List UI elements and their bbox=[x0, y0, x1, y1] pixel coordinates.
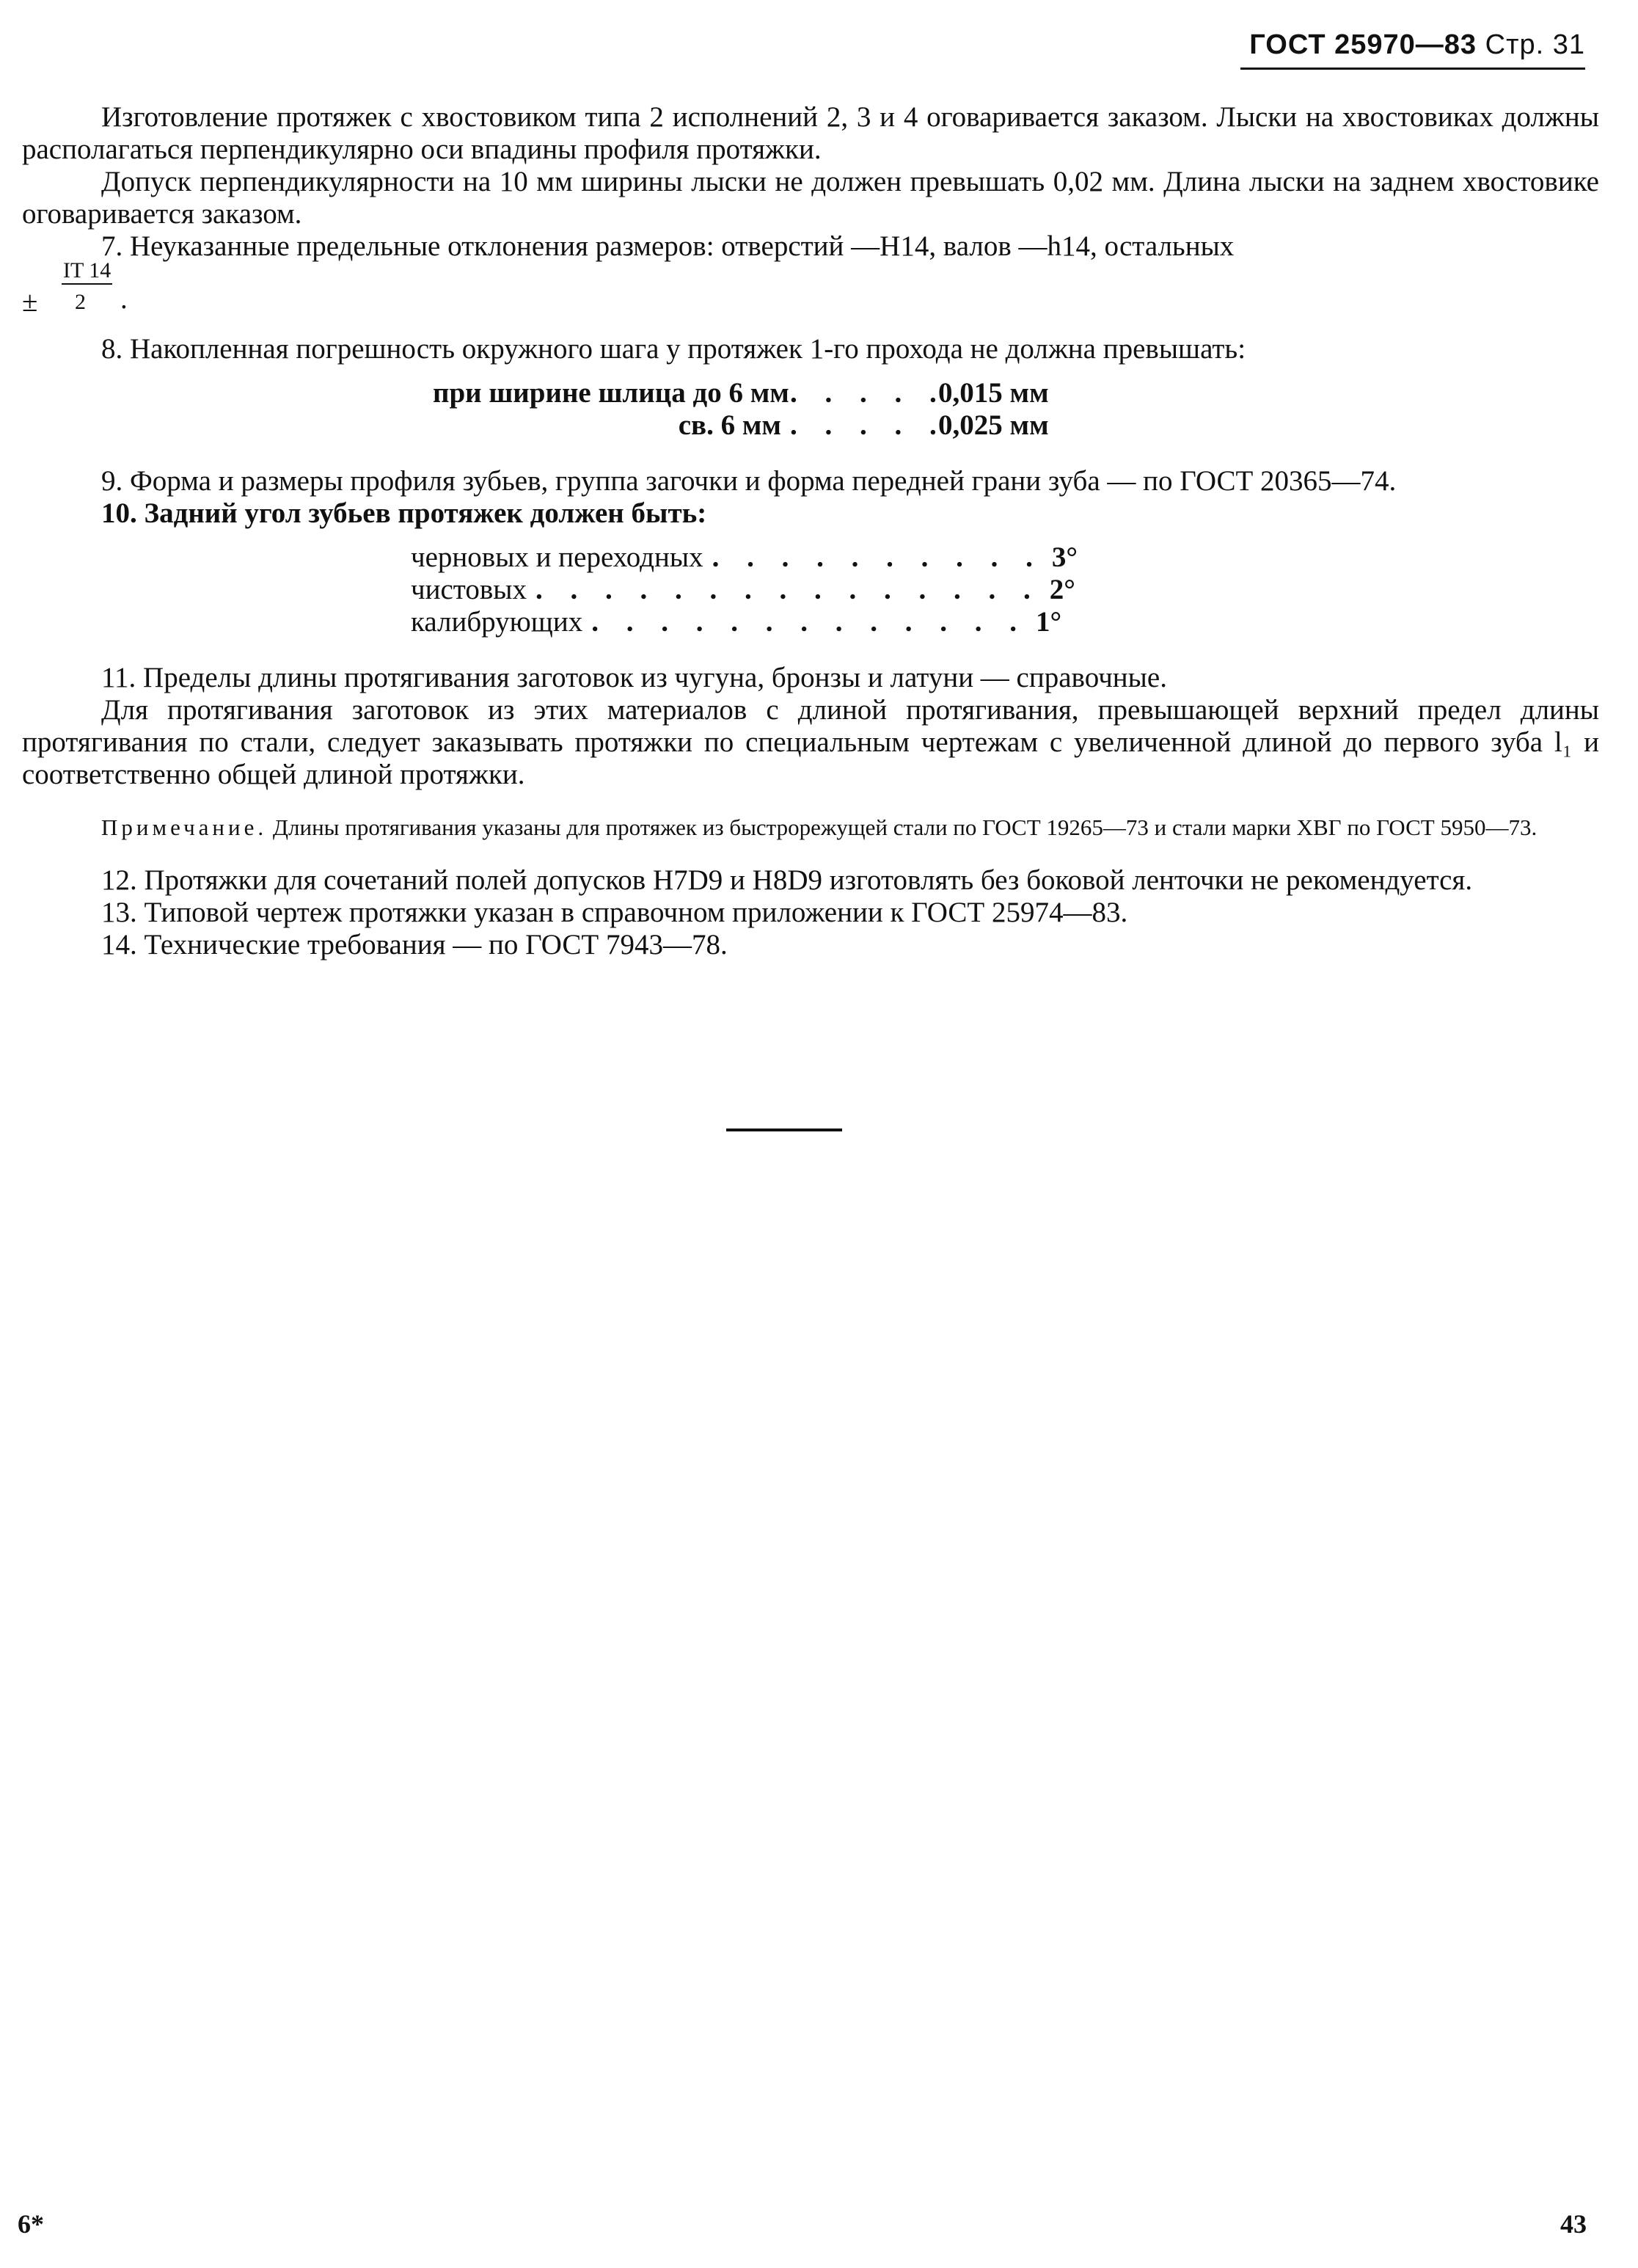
angle-value: 1° bbox=[1035, 606, 1062, 638]
leader-dots: . . . . . bbox=[790, 377, 947, 409]
paragraph-13: 13. Типовой чертеж протяжки указан в справочном приложении к ГОСТ 25974—83. bbox=[101, 897, 1128, 928]
paragraph-12: 12. Протяжки для сочетаний полей допусков H7D9 и H8D9 изготовлять без боковой ленточки не рекомендуется. bbox=[101, 864, 1473, 896]
angle-label: чистовых bbox=[411, 574, 527, 605]
end-divider bbox=[726, 1128, 842, 1131]
note-text: Длины протягивания указаны для протяжек из быстрорежущей стали по ГОСТ 19265—73 и стали марки ХВГ по ГОСТ 5950—73. bbox=[272, 814, 1538, 840]
plus-minus-sign: ± bbox=[22, 286, 38, 318]
tolerance-fraction bbox=[22, 258, 1599, 333]
paragraph-14: 14. Технические требования — по ГОСТ 7943—78. bbox=[101, 929, 728, 960]
pitch-label: при ширине шлица до 6 мм bbox=[433, 377, 789, 409]
pitch-value: 0,015 мм bbox=[938, 377, 1049, 409]
paragraph-10: 10. Задний угол зубьев протяжек должен быть: bbox=[101, 497, 707, 529]
note bbox=[22, 814, 1599, 841]
pitch-error-table bbox=[433, 377, 1599, 442]
header-rule bbox=[1240, 68, 1585, 70]
pitch-value: 0,025 мм bbox=[938, 409, 1049, 441]
leader-dots: . . . . . . . . . . . . . . . bbox=[535, 574, 1041, 605]
paragraph-9: 9. Форма и размеры профиля зубьев, группа загочки и форма передней грани зуба — по ГОСТ 20365—74. bbox=[101, 465, 1397, 497]
pitch-row bbox=[433, 409, 1599, 442]
leader-dots: . . . . . . . . . . . . . bbox=[591, 606, 1027, 638]
paragraph-11-continued: Для протягивания заготовок из этих материалов с длиной протягивания, превышающей верхний предел длины протягивания по стали, следует заказывать протяжки по специальным чертежам с увеличенной длиной до первого зуба l₁ и соответственно общей длиной протяжки. bbox=[22, 694, 1599, 790]
document-body bbox=[22, 101, 1599, 961]
paragraph-shank-flats: Изготовление протяжек с хвостовиком типа 2 исполнений 2, 3 и 4 оговаривается заказом. Лыски на хвостовиках должны располагаться перпендикулярно оси впадины профиля протяжки. bbox=[22, 101, 1599, 165]
fraction-denominator: 2 bbox=[75, 290, 86, 314]
pitch-row bbox=[433, 377, 1599, 409]
paragraph-8: 8. Накопленная погрешность окружного шага у протяжек 1-го прохода не должна превышать: bbox=[101, 333, 1246, 365]
leader-dots: . . . . . bbox=[790, 409, 947, 441]
fraction-numerator: IT 14 bbox=[62, 258, 112, 285]
paragraph-11: 11. Пределы длины протягивания заготовок из чугуна, бронзы и латуни — справочные. bbox=[101, 662, 1167, 693]
angle-row bbox=[411, 574, 1599, 606]
relief-angle-table bbox=[411, 542, 1599, 638]
page-header bbox=[1249, 29, 1585, 61]
footer-page-number: 43 bbox=[1560, 2209, 1587, 2239]
paragraph-7: 7. Неуказанные предельные отклонения размеров: отверстий —H14, валов —h14, остальных bbox=[101, 230, 1235, 262]
paragraph-perpendicularity: Допуск перпендикулярности на 10 мм ширины лыски не должен превышать 0,02 мм. Длина лыски на заднем хвостовике оговаривается заказом. bbox=[22, 166, 1599, 230]
angle-value: 2° bbox=[1049, 574, 1075, 605]
angle-value: 3° bbox=[1051, 542, 1078, 573]
angle-label: черновых и переходных bbox=[411, 542, 703, 573]
header-page-number: Стр. 31 bbox=[1485, 29, 1585, 60]
angle-row bbox=[411, 606, 1599, 638]
pitch-label: св. 6 мм bbox=[678, 409, 781, 441]
note-label: Примечание. bbox=[101, 814, 268, 840]
fraction-period: . bbox=[120, 283, 128, 315]
leader-dots: . . . . . . . . . . bbox=[712, 542, 1043, 573]
header-gost-number: ГОСТ 25970—83 bbox=[1249, 29, 1477, 60]
angle-row bbox=[411, 542, 1599, 574]
angle-label: калибрующих bbox=[411, 606, 583, 638]
footer-signature-mark: 6* bbox=[18, 2209, 44, 2239]
